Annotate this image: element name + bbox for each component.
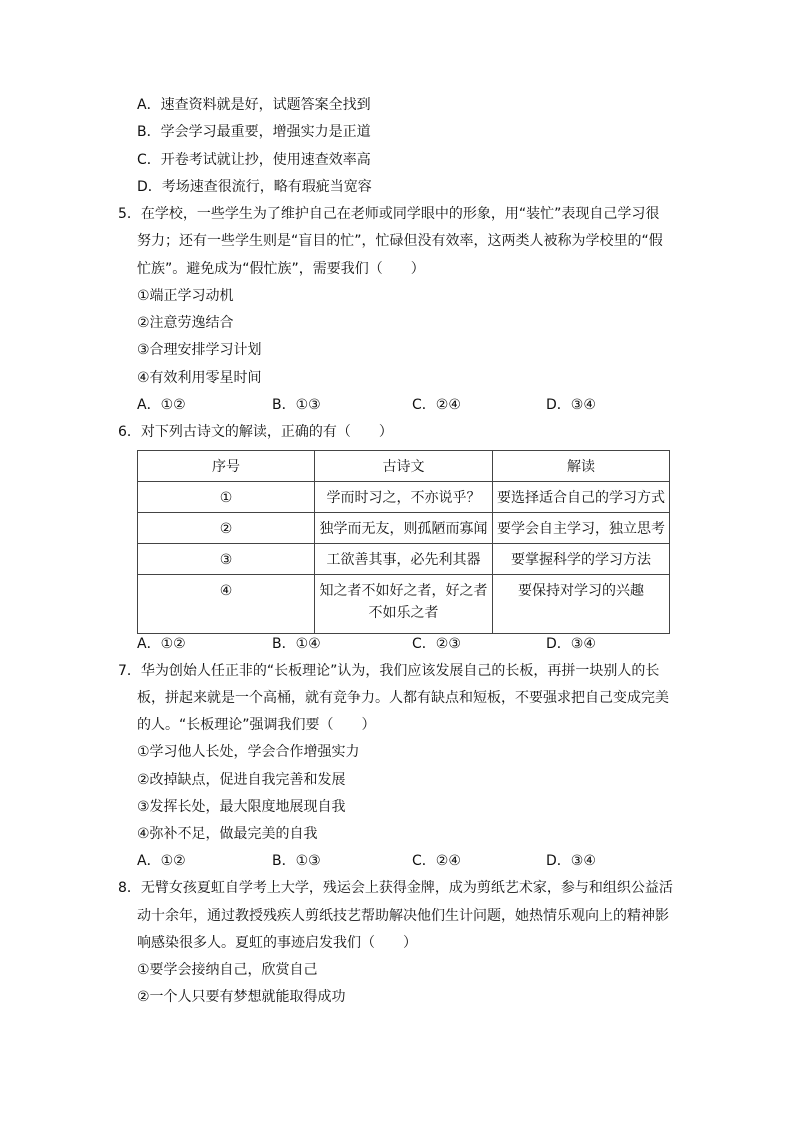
q5-stem-line-1: 5．在学校，一些学生为了维护自己在老师或同学眼中的形象，用“装忙”表现自己学习很 <box>118 206 660 222</box>
header-index: 序号 <box>138 451 315 482</box>
q7-item-1: ①学习他人长处，学会合作增强实力 <box>137 744 360 760</box>
q8-stem-line-3: 响感染很多人。夏虹的事迹启发我们（ ） <box>137 935 417 951</box>
table-row <box>138 482 670 513</box>
q7-choice-a: A．①② <box>137 853 186 869</box>
row-poem-line-2: 不如乐之者 <box>368 605 439 621</box>
q8-item-2: ②一个人只要有梦想就能取得成功 <box>137 989 346 1005</box>
q7-item-3: ③发挥长处，最大限度地展现自我 <box>137 799 346 815</box>
header-interpretation: 解读 <box>493 451 670 482</box>
header-poem: 古诗文 <box>315 451 493 482</box>
q5-item-2: ②注意劳逸结合 <box>137 315 234 331</box>
table-row <box>138 513 670 544</box>
q6-stem: 6．对下列古诗文的解读，正确的有（ ） <box>118 424 393 440</box>
q5-stem-line-3: 忙族”。避免成为“假忙族”，需要我们（ ） <box>137 261 425 277</box>
q5-choice-d: D．③④ <box>546 397 596 413</box>
q7-choice-d: D．③④ <box>546 853 596 869</box>
q5-choice-c: C．②④ <box>412 397 461 413</box>
table-row <box>138 544 670 575</box>
q6-choice-d: D．③④ <box>546 636 596 652</box>
q7-item-2: ②改掉缺点，促进自我完善和发展 <box>137 772 346 788</box>
row-index: ① <box>138 482 315 513</box>
row-poem <box>315 575 493 634</box>
q5-choice-b: B．①③ <box>272 397 321 413</box>
table-header-row <box>138 451 670 482</box>
q4-option-d: D．考场速查很流行，略有瑕疵当宽容 <box>137 179 372 195</box>
row-index: ③ <box>138 544 315 575</box>
q8-item-1: ①要学会接纳自己，欣赏自己 <box>137 962 318 978</box>
q7-item-4: ④弥补不足，做最完美的自我 <box>137 826 318 842</box>
q5-item-1: ①端正学习动机 <box>137 288 234 304</box>
row-poem: 独学而无友，则孤陋而寡闻 <box>315 513 493 544</box>
q6-choice-c: C．②③ <box>412 636 461 652</box>
row-interpretation: 要保持对学习的兴趣 <box>493 575 670 634</box>
row-interpretation: 要选择适合自己的学习方式 <box>493 482 670 513</box>
table-row <box>138 575 670 634</box>
row-interpretation: 要学会自主学习，独立思考 <box>493 513 670 544</box>
q7-choice-b: B．①③ <box>272 853 321 869</box>
q6-choice-b: B．①④ <box>272 636 321 652</box>
q4-option-a: A．速查资料就是好，试题答案全找到 <box>137 97 371 113</box>
q8-stem-line-2: 动十余年，通过教授残疾人剪纸技艺帮助解决他们生计问题，她热情乐观向上的精神影 <box>137 908 669 924</box>
q6-table <box>137 450 670 634</box>
q5-choice-a: A．①② <box>137 397 186 413</box>
q5-item-3: ③合理安排学习计划 <box>137 342 262 358</box>
row-poem-line-1: 知之者不如好之者，好之者 <box>319 583 488 599</box>
q4-option-b: B．学会学习最重要，增强实力是正道 <box>137 124 371 140</box>
q4-option-c: C．开卷考试就让抄，使用速查效率高 <box>137 152 371 168</box>
row-poem: 学而时习之，不亦说乎？ <box>315 482 493 513</box>
q6-choice-a: A．①② <box>137 636 186 652</box>
q7-stem-line-2: 板，拼起来就是一个高桶，就有竞争力。人都有缺点和短板，不要强求把自己变成完美 <box>137 690 669 706</box>
q7-choice-c: C．②④ <box>412 853 461 869</box>
row-index: ② <box>138 513 315 544</box>
q8-stem-line-1: 8．无臂女孩夏虹自学考上大学，残运会上获得金牌，成为剪纸艺术家，参与和组织公益活 <box>118 880 673 896</box>
q7-stem-line-3: 的人。“长板理论”强调我们要（ ） <box>137 717 376 733</box>
row-index: ④ <box>138 575 315 634</box>
q7-stem-line-1: 7．华为创始人任正非的“长板理论”认为，我们应该发展自己的长板，再拼一块别人的长 <box>118 663 660 679</box>
q5-stem-line-2: 努力；还有一些学生则是“盲目的忙”，忙碌但没有效率，这两类人被称为学校里的“假 <box>137 233 663 249</box>
row-interpretation: 要掌握科学的学习方法 <box>493 544 670 575</box>
q5-item-4: ④有效利用零星时间 <box>137 370 262 386</box>
row-poem: 工欲善其事，必先利其器 <box>315 544 493 575</box>
